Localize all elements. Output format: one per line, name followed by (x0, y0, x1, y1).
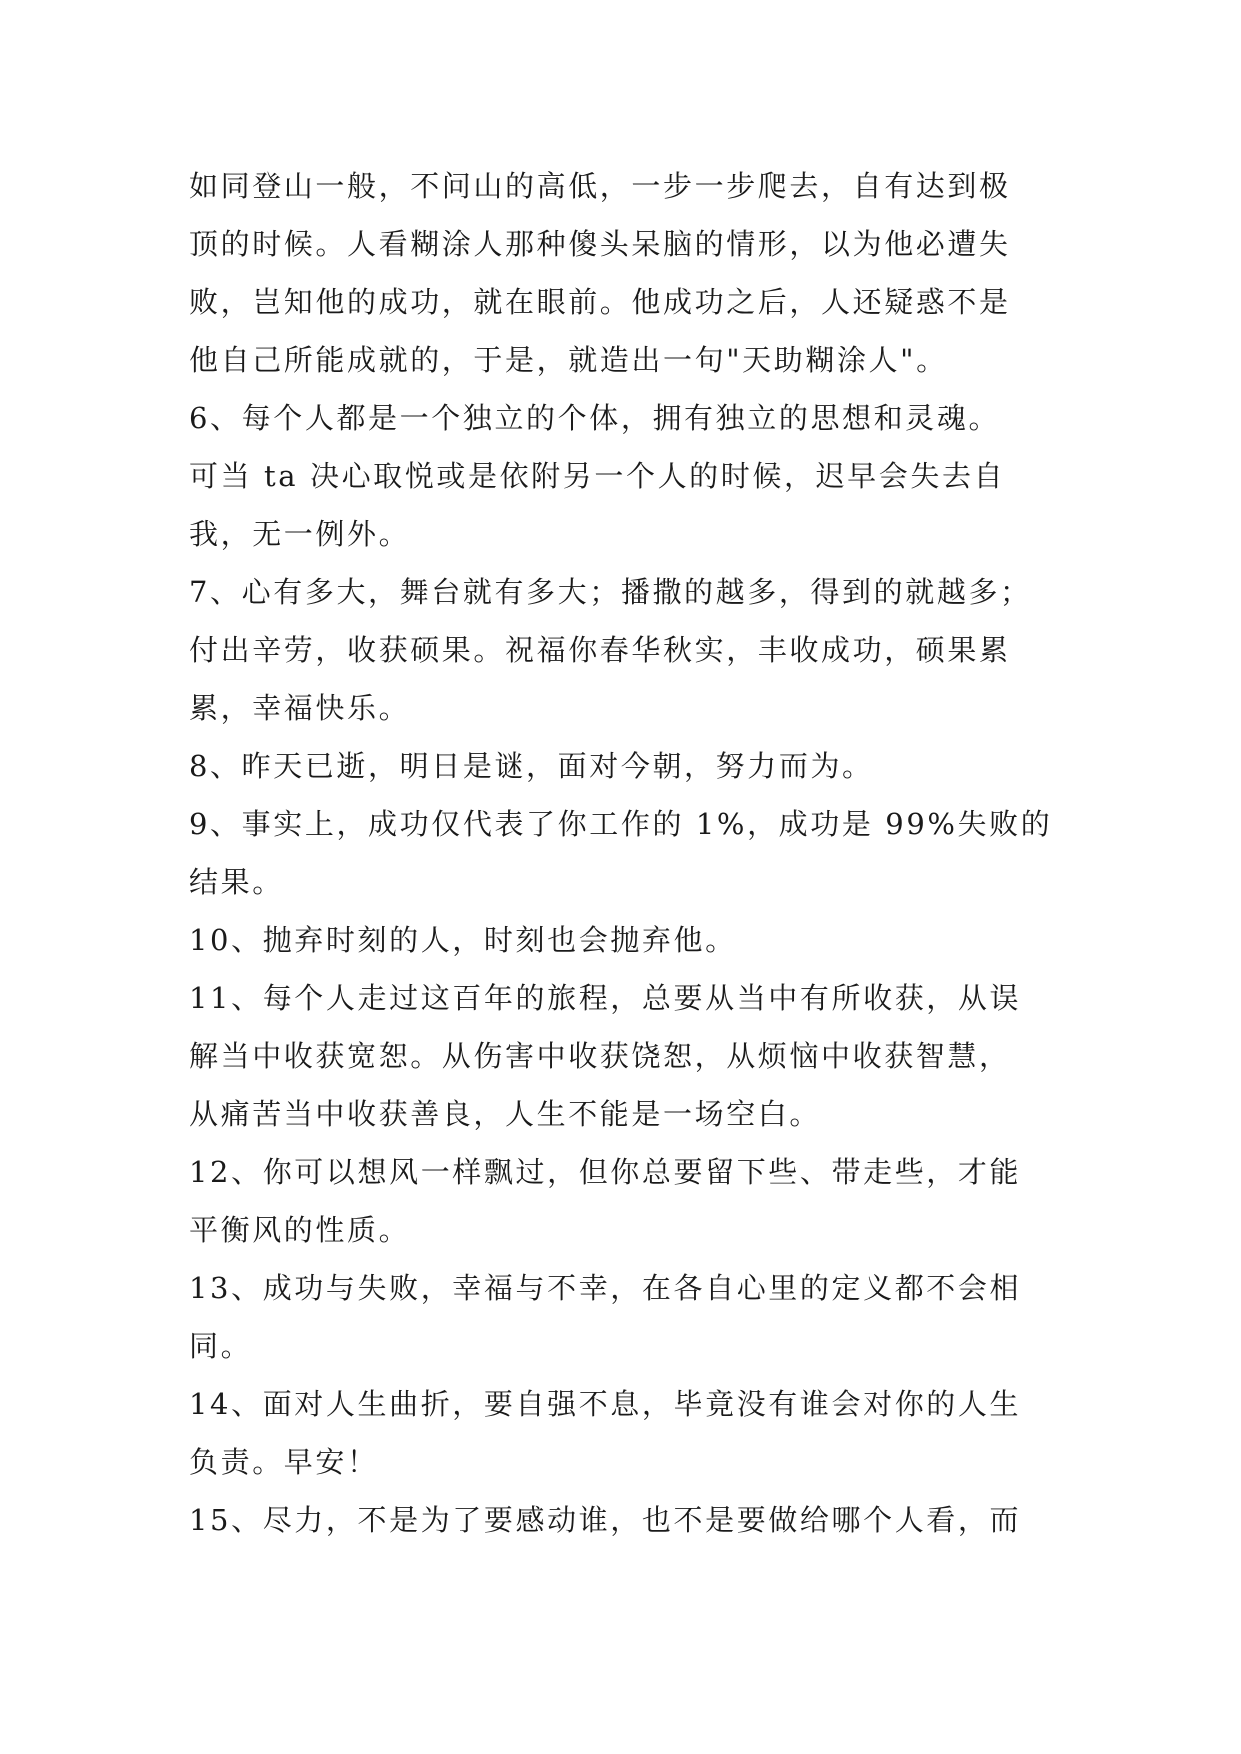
text-line: 8、昨天已逝，明日是谜，面对今朝，努力而为。 (189, 749, 874, 783)
text-line: 6、每个人都是一个独立的个体，拥有独立的思想和灵魂。 (189, 401, 1001, 435)
text-line: 从痛苦当中收获善良，人生不能是一场空白。 (189, 1097, 822, 1131)
text-line: 解当中收获宽恕。从伤害中收获饶恕，从烦恼中收获智慧， (189, 1039, 1011, 1073)
text-line: 累，幸福快乐。 (189, 691, 411, 725)
text-line: 可当 ta 决心取悦或是依附另一个人的时候，迟早会失去自 (189, 459, 1006, 493)
text-line: 平衡风的性质。 (189, 1213, 411, 1247)
text-line: 他自己所能成就的，于是，就造出一句"天助糊涂人"。 (189, 343, 948, 377)
text-line: 付出辛劳，收获硕果。祝福你春华秋实，丰收成功，硕果累 (189, 633, 1011, 667)
text-line: 我，无一例外。 (189, 517, 411, 551)
text-line: 9、事实上，成功仅代表了你工作的 1%，成功是 99%失败的 (189, 807, 1053, 841)
text-line: 结果。 (189, 865, 284, 899)
text-line: 10、抛弃时刻的人，时刻也会抛弃他。 (189, 923, 737, 957)
text-line: 11、每个人走过这百年的旅程，总要从当中有所收获，从误 (189, 981, 1022, 1015)
text-line: 败，岂知他的成功，就在眼前。他成功之后，人还疑惑不是 (189, 285, 1011, 319)
text-line: 14、面对人生曲折，要自强不息，毕竟没有谁会对你的人生 (189, 1387, 1022, 1421)
text-line: 负责。早安！ (189, 1445, 379, 1479)
text-line: 13、成功与失败，幸福与不幸，在各自心里的定义都不会相 (189, 1271, 1022, 1305)
text-line: 12、你可以想风一样飘过，但你总要留下些、带走些，才能 (189, 1155, 1022, 1189)
text-line: 顶的时候。人看糊涂人那种傻头呆脑的情形，以为他必遭失 (189, 227, 1011, 261)
document-body (189, 157, 1051, 1549)
text-line: 如同登山一般，不问山的高低，一步一步爬去，自有达到极 (189, 169, 1011, 203)
text-line: 15、尽力，不是为了要感动谁，也不是要做给哪个人看，而 (189, 1503, 1022, 1537)
text-line: 同。 (189, 1329, 253, 1363)
text-line: 7、心有多大，舞台就有多大；播撒的越多，得到的就越多； (189, 575, 1032, 609)
